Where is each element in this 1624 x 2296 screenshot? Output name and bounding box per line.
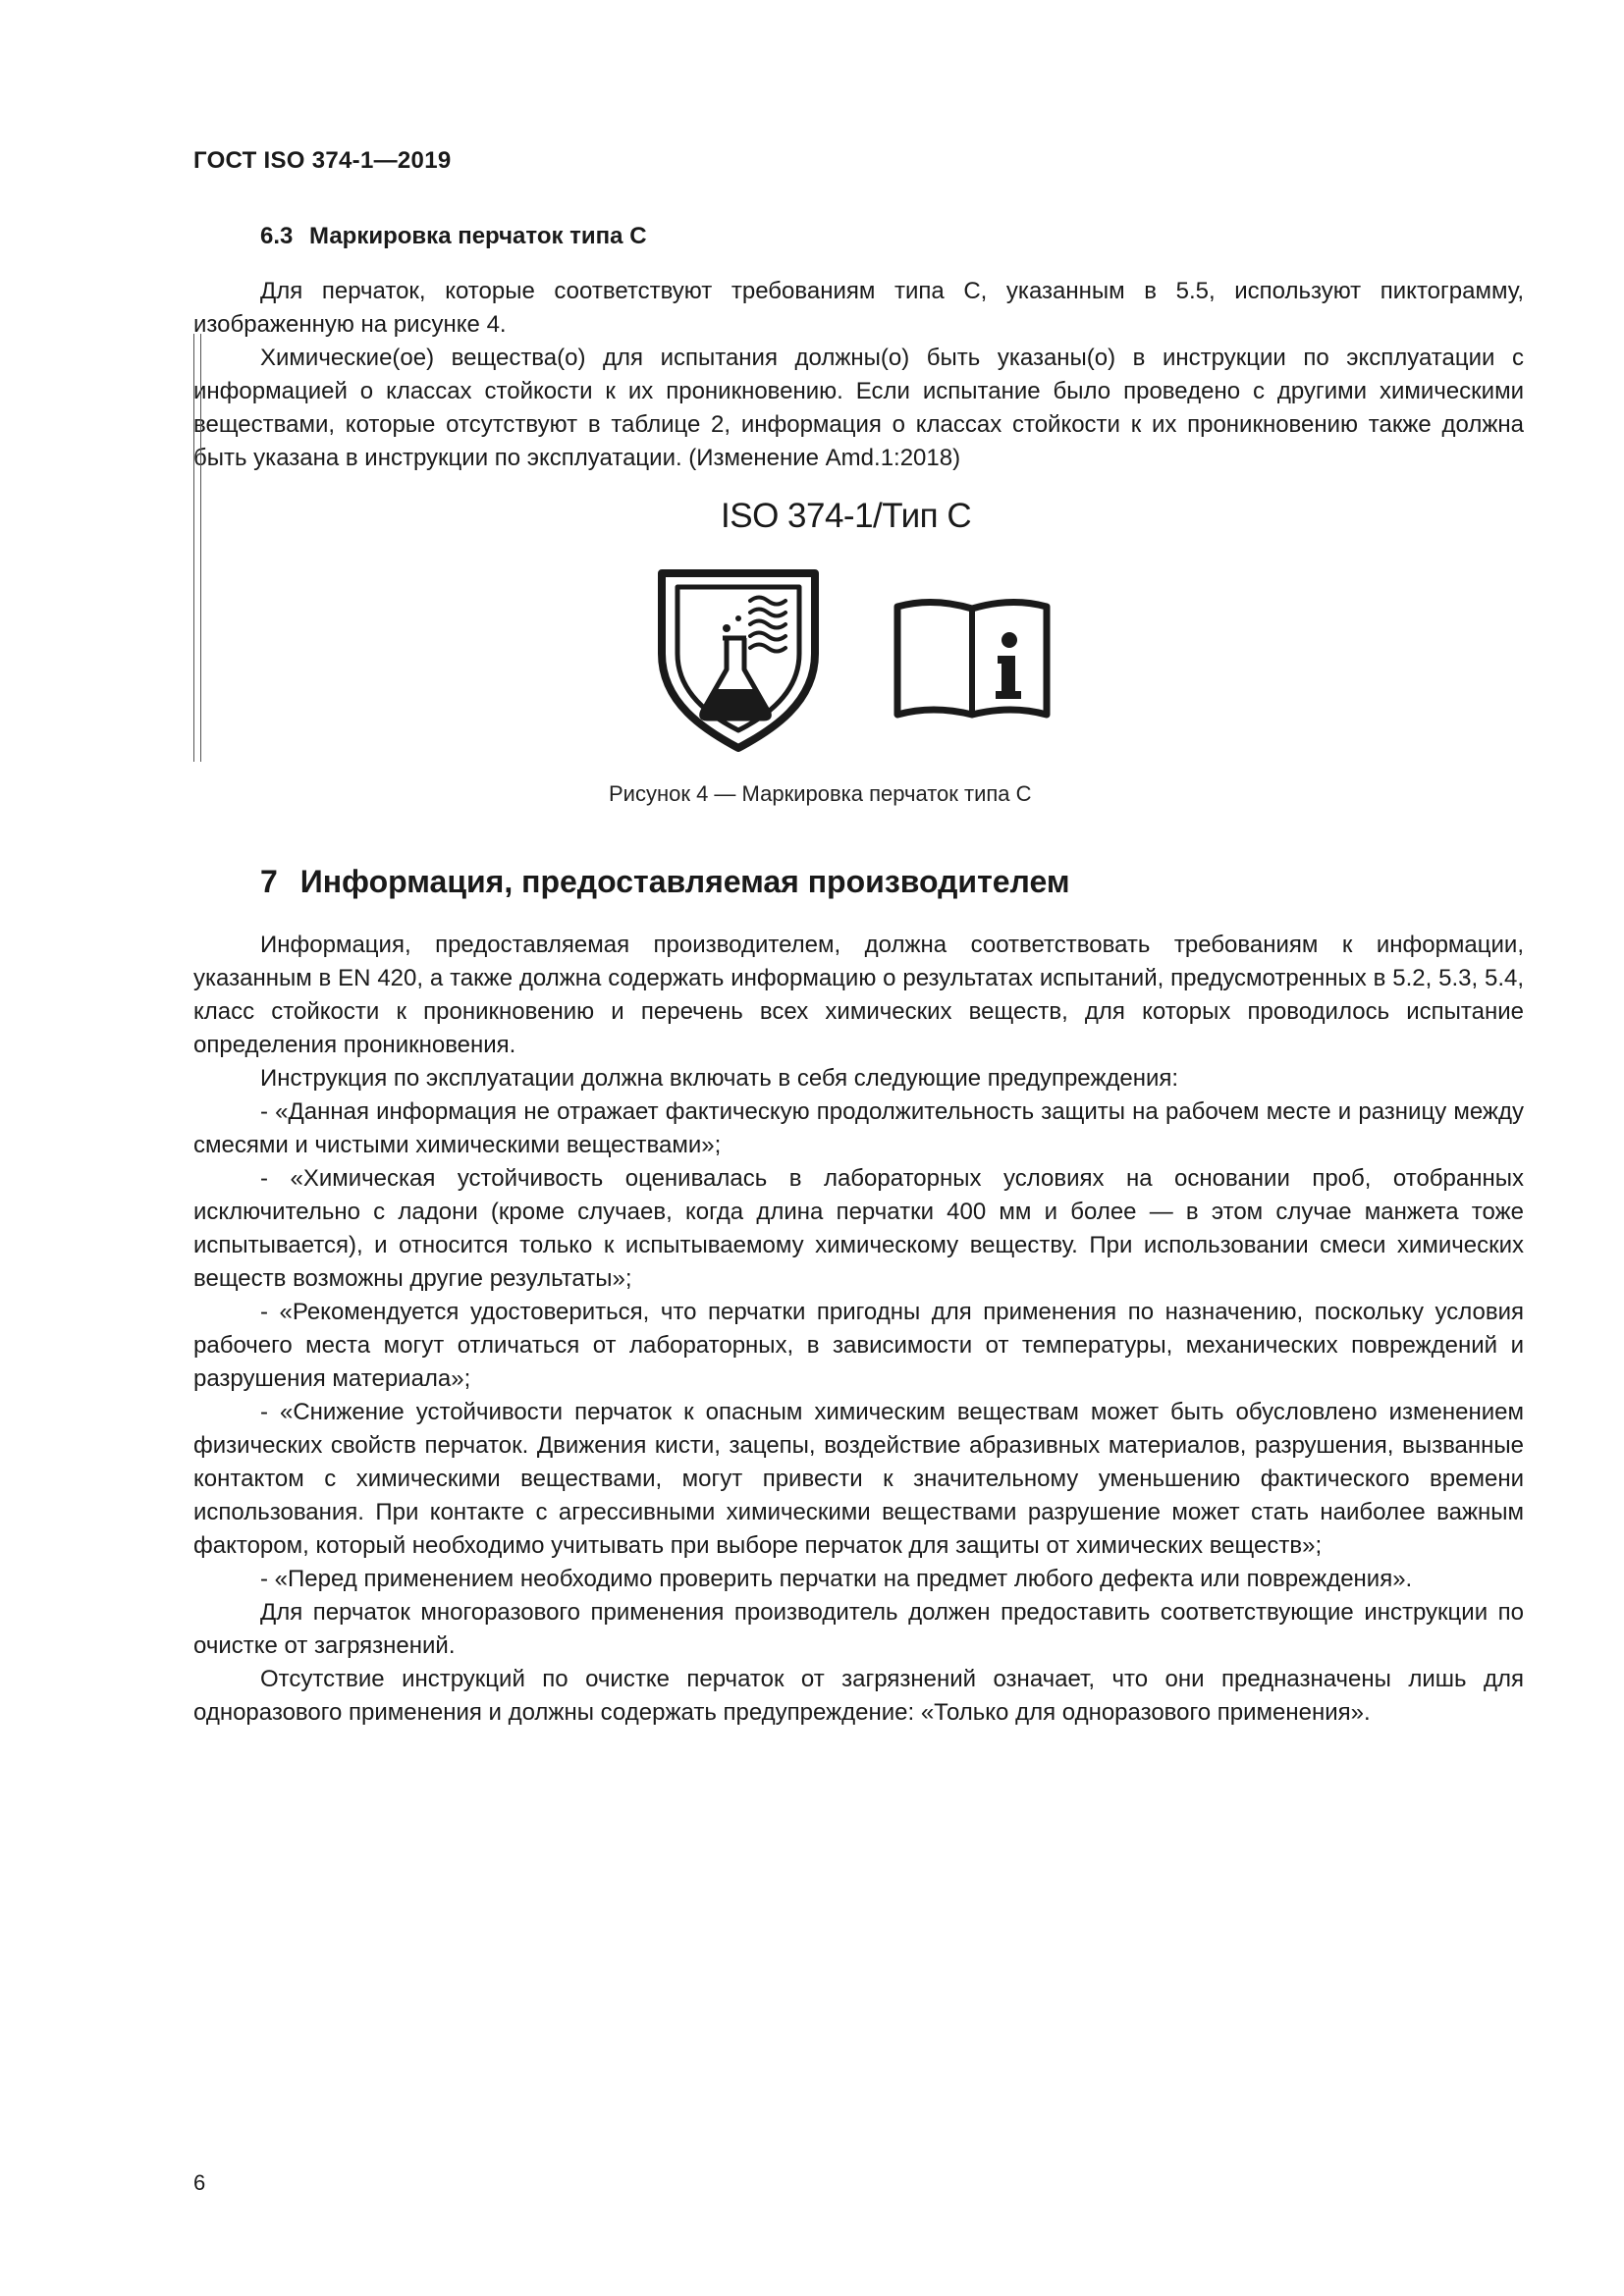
section-6-3-body [193, 275, 1524, 475]
document-header: ГОСТ ISO 374-1—2019 [193, 147, 452, 174]
section-6-3-heading [260, 223, 647, 250]
section-7-paragraph: Инструкция по эксплуатации должна включать в себя следующие предупреждения: [260, 1065, 1179, 1092]
page-number: 6 [193, 2170, 206, 2195]
warning-item: - «Химическая устойчивость оценивалась в лабораторных условиях на основании проб, отобранных исключительно с ладони (кроме случаев, когда длина перчатки 400 мм и более — в этом случае манжета тоже испытывается), и относится только к испытываемому химическому веществу. При использовании смеси химических веществ возможны другие результаты»; [193, 1165, 1524, 1292]
section-7-heading [260, 864, 1070, 900]
warning-item: - «Рекомендуется удостовериться, что перчатки пригодны для применения по назначению, поскольку условия рабочего места могут отличаться от лабораторных, в зависимости от температуры, механических повреждений и разрушения материала»; [193, 1299, 1524, 1392]
amendment-margin-bar [193, 334, 201, 762]
section-6-3-paragraph: Для перчаток, которые соответствуют требованиям типа С, указанным в 5.5, используют пиктограмму, изображенную на рисунке 4. [193, 278, 1524, 338]
section-7-paragraph: Информация, предоставляемая производителем, должна соответствовать требованиям к информации, указанным в EN 420, а также должна содержать информацию о результатах испытаний, предусмотренных в 5.2, 5.3, 5.4, класс стойкости к проникновению и перечень всех химических веществ, для которых проводилось испытание определения проникновения. [193, 932, 1524, 1058]
figure-caption: Рисунок 4 — Маркировка перчаток типа С [609, 781, 1032, 806]
section-6-3-number: 6.3 [260, 223, 294, 249]
section-6-3-paragraph: Химические(ое) вещества(о) для испытания должны(о) быть указаны(о) в инструкции по эксплуатации с информацией о классах стойкости к их проникновению. Если испытание было проведено с другими химическими веществами, которые отсутствуют в таблице 2, информация о классах стойкости к их проникновению также должна быть указана в инструкции по эксплуатации. (Изменение Amd.1:2018) [193, 345, 1524, 471]
instructions-book-icon [892, 593, 1053, 721]
warning-item: - «Данная информация не отражает фактическую продолжительность защиты на рабочем месте и разницу между смесями и чистыми химическими веществами»; [193, 1098, 1524, 1158]
figure-title: ISO 374-1/Тип С [721, 497, 972, 535]
section-7-paragraph: Для перчаток многоразового применения производитель должен предоставить соответствующие инструкции по очистке от загрязнений. [193, 1599, 1524, 1659]
section-6-3-title: Маркировка перчаток типа С [309, 223, 647, 249]
section-7-number: 7 [260, 864, 278, 899]
warning-item: - «Перед применением необходимо проверить перчатки на предмет любого дефекта или повреждения». [260, 1566, 1413, 1592]
warning-item: - «Снижение устойчивости перчаток к опасным химическим веществам может быть обусловлено изменением физических свойств перчаток. Движения кисти, зацепы, воздействие абразивных материалов, разрушения, вызванные контактом с химическими веществами, могут привести к значительному уменьшению фактического времени использования. При контакте с агрессивными химическими веществами разрушение может стать наиболее важным фактором, который необходимо учитывать при выборе перчаток для защиты от химических веществ»; [193, 1399, 1524, 1559]
chemical-protection-shield-icon [656, 567, 821, 752]
section-7-body [193, 929, 1524, 1730]
section-7-paragraph: Отсутствие инструкций по очистке перчаток от загрязнений означает, что они предназначены лишь для одноразового применения и должны содержать предупреждение: «Только для одноразового применения». [193, 1666, 1524, 1726]
section-7-title: Информация, предоставляемая производителем [299, 864, 1070, 899]
